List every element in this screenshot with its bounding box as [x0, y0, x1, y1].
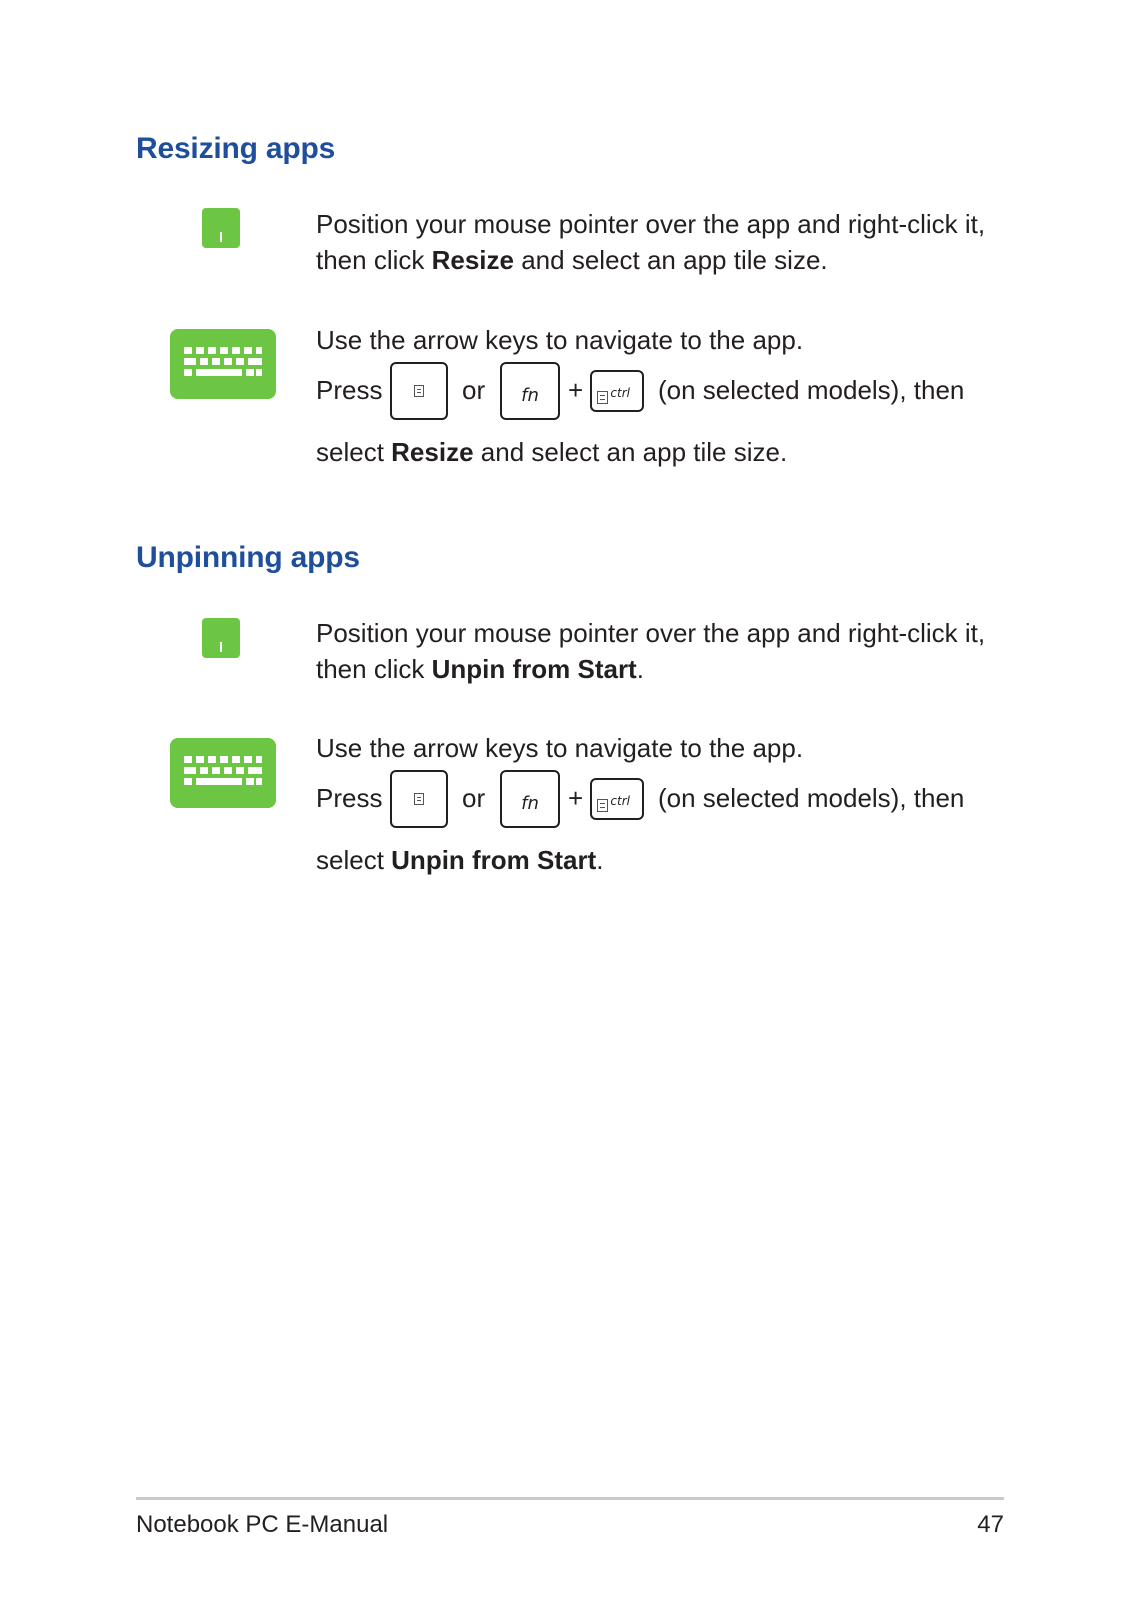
key-combination — [316, 770, 1016, 828]
fn-key-icon: fn — [500, 770, 560, 828]
mouse-instruction-resizing — [316, 206, 1016, 278]
instruction-text: Use the arrow keys to navigate to the app. — [316, 733, 804, 763]
footer-divider — [136, 1497, 1004, 1500]
ctrl-key-icon: ctrl — [590, 778, 644, 820]
ctrl-key-icon: ctrl — [590, 370, 644, 412]
menu-key-icon — [390, 362, 448, 420]
plus-label: + — [568, 375, 584, 405]
menu-key-icon — [390, 770, 448, 828]
keyboard-icon — [170, 329, 276, 399]
or-label: or — [462, 375, 486, 405]
models-note: (on selected models), then — [658, 375, 965, 405]
mouse-icon — [202, 618, 240, 658]
or-label: or — [462, 783, 486, 813]
instruction-text: Position your mouse pointer over the app and right-click it, then click Resize and select an app tile size. — [316, 209, 986, 275]
mouse-icon — [202, 208, 240, 248]
press-label: Press — [316, 783, 383, 813]
keyboard-instruction-resizing — [316, 322, 1016, 470]
page-number: 47 — [977, 1511, 1004, 1538]
keyboard-icon — [170, 738, 276, 808]
instruction-text: Use the arrow keys to navigate to the app. — [316, 325, 804, 355]
instruction-text: select Unpin from Start. — [316, 845, 604, 875]
keyboard-instruction-unpinning — [316, 730, 1016, 878]
fn-key-icon: fn — [500, 362, 560, 420]
models-note: (on selected models), then — [658, 783, 965, 813]
instruction-text: select Resize and select an app tile size. — [316, 437, 788, 467]
mouse-instruction-unpinning — [316, 615, 1016, 687]
instruction-text: Position your mouse pointer over the app and right-click it, then click Unpin from Start. — [316, 618, 986, 684]
section-heading-unpinning: Unpinning apps — [136, 541, 360, 574]
plus-label: + — [568, 783, 584, 813]
press-label: Press — [316, 375, 383, 405]
footer-title: Notebook PC E-Manual — [136, 1511, 389, 1538]
key-combination — [316, 362, 1016, 420]
section-heading-resizing: Resizing apps — [136, 132, 336, 165]
